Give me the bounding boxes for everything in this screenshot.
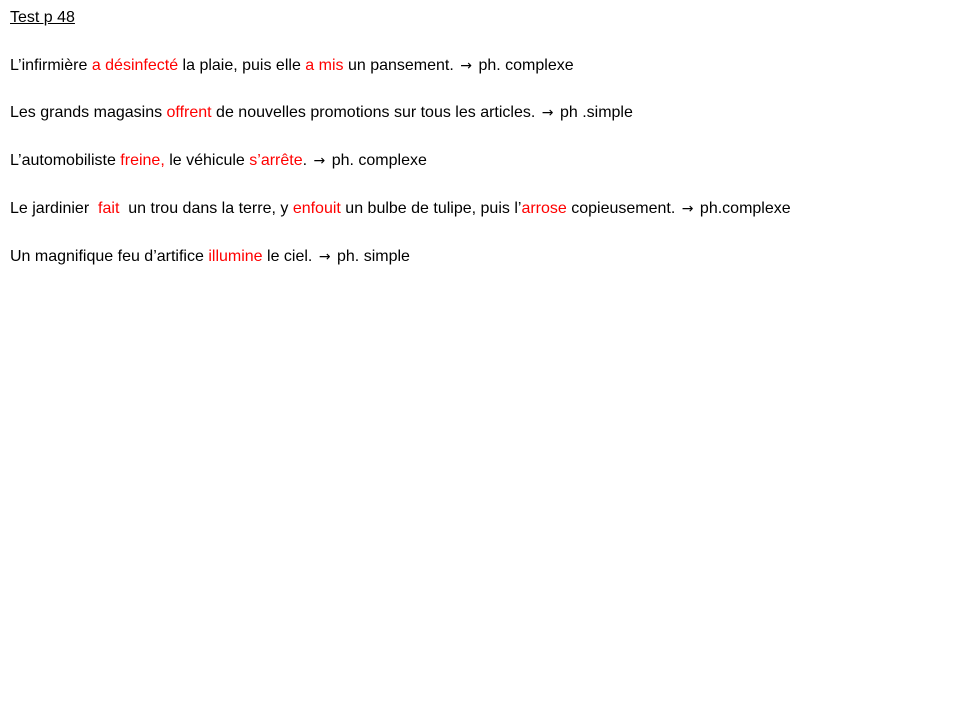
- sentence-text: un pansement.: [343, 57, 459, 74]
- arrow-right-icon: →: [318, 249, 331, 265]
- verb-highlight: illumine: [208, 248, 263, 265]
- page-title: Test p 48: [10, 9, 75, 26]
- sentence-text: de nouvelles promotions sur tous les articles.: [211, 104, 540, 121]
- sentence-1: [10, 56, 574, 76]
- verb-highlight: freine,: [120, 152, 165, 169]
- sentence-3: [10, 151, 427, 171]
- sentence-text: L’infirmière: [10, 57, 92, 74]
- sentence-text: la plaie, puis elle: [178, 57, 306, 74]
- sentence-text: .: [302, 152, 312, 169]
- sentence-text: Un magnifique feu d’artifice: [10, 248, 209, 265]
- verb-highlight: arrose: [521, 200, 567, 217]
- verb-highlight: enfouit: [292, 200, 341, 217]
- sentence-text: le ciel.: [262, 248, 317, 265]
- sentence-type: ph .simple: [555, 104, 633, 121]
- arrow-right-icon: →: [460, 58, 472, 74]
- sentence-text: un bulbe de tulipe, puis l’: [340, 200, 522, 217]
- sentence-text: Les grands magasins: [10, 104, 167, 121]
- verb-highlight: offrent: [166, 104, 212, 121]
- sentence-type: ph.complexe: [695, 200, 791, 217]
- sentence-5: [10, 247, 410, 267]
- arrow-right-icon: →: [541, 105, 554, 121]
- verb-highlight: a désinfecté: [91, 57, 179, 74]
- sentence-text: copieusement.: [566, 200, 680, 217]
- verb-highlight: s’arrête: [249, 152, 303, 169]
- arrow-right-icon: →: [313, 153, 326, 169]
- sentence-text: un trou dans la terre, y: [119, 200, 293, 217]
- sentence-type: ph. complexe: [474, 57, 574, 74]
- sentence-2: [10, 103, 633, 123]
- sentence-type: ph. simple: [332, 248, 410, 265]
- arrow-right-icon: →: [681, 201, 694, 217]
- verb-highlight: a mis: [305, 57, 344, 74]
- sentence-text: Le jardinier: [10, 200, 99, 217]
- sentence-text: le véhicule: [164, 152, 250, 169]
- verb-highlight: fait: [98, 200, 120, 217]
- sentence-4: [10, 199, 791, 219]
- sentence-type: ph. complexe: [327, 152, 427, 169]
- sentence-text: L’automobiliste: [10, 152, 121, 169]
